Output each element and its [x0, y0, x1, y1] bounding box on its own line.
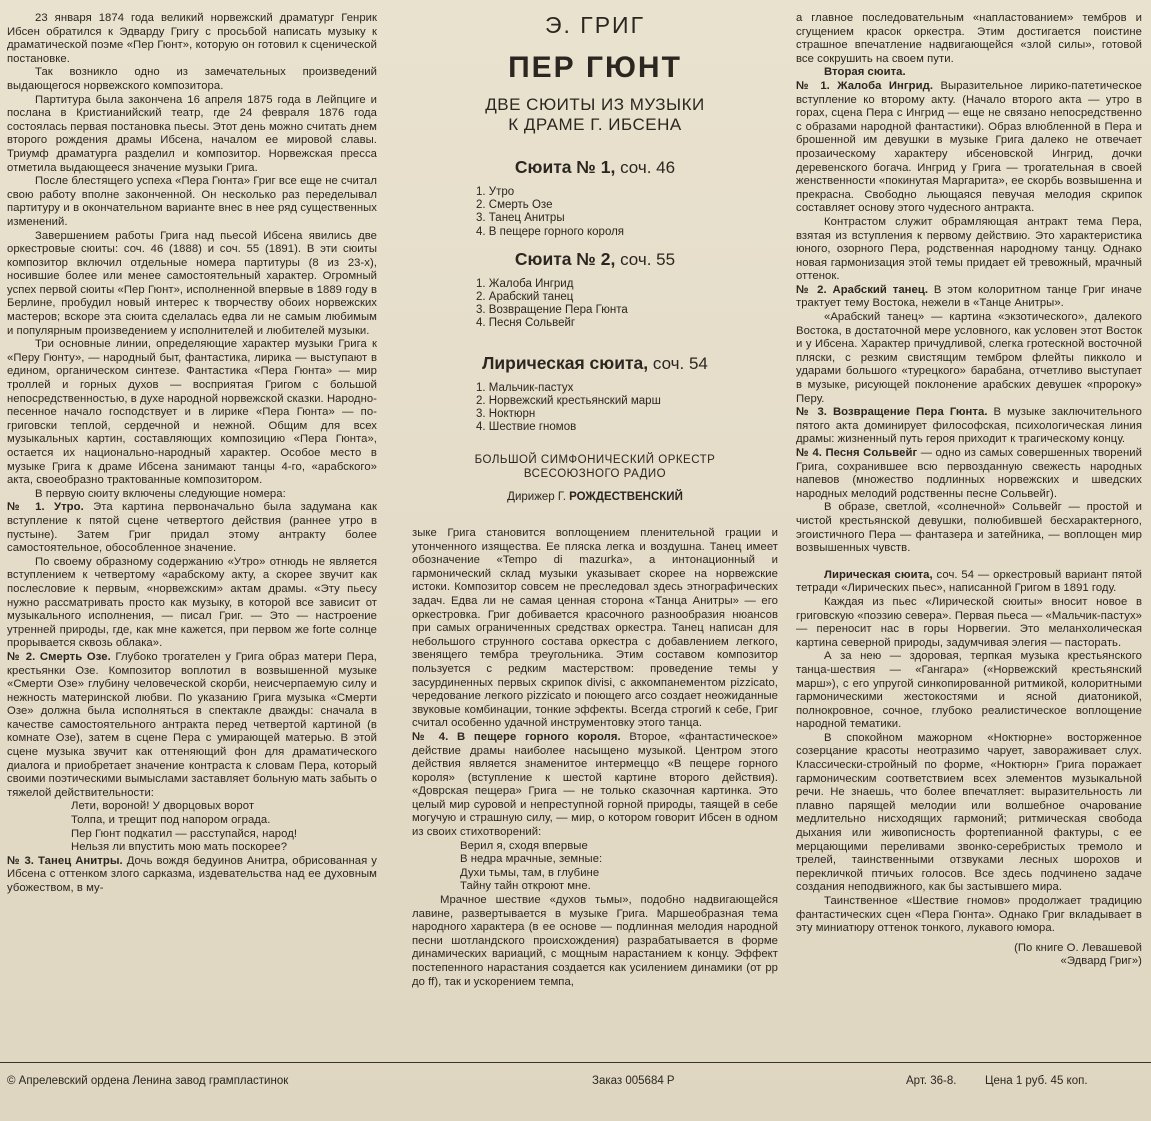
section-text: Второе, «фантастическое» действие драмы наиболее насыщено музыкой. Центром этого действия является знаменитое интермеццо «В пещере горного короля» (вступление к шестой картине второго действия). «Доврская пещера» Грига — не только сказочная картинка. Это целый мир суровой и непреступной горной природы, таящей в себе могучую и страшную силу, — мир, о котором говорит Ибсен в одном из своих стихотворений: [412, 730, 778, 839]
verse-line: Тайну тайн откроют мне. [460, 880, 591, 893]
paragraph: Три основные линии, определяющие характер музыки Грига к «Перу Гюнту», — народный быт, фантастика, лирика — выступают в едином, органическом синтезе. Фантастика «Пера Гюнта» — мир троллей и горных духов — восприятая Григом с большой непосредственностью, в духе народной норвежской сказки. Народно-песенное начало господствует и в лирике «Пера Гюнта» — по-григовски теплой, сердечной и нежной. Общим для всех музыкальных картин, составляющих композицию «Пера Гюнта», остается их национально-народный характер. Особое место в музыке Грига к драме Ибсена занимают танцы 4-го, «арабского» акта, своеобразно трактованные композитором. [7, 338, 377, 487]
section-label: № 3. Танец Анитры. [7, 854, 123, 867]
subtitle-line: К ДРАМЕ Г. ИБСЕНА [508, 115, 682, 134]
section-text: В музыке заключительного пятого акта доминирует философская, психологическая линия драмы: жизненный путь героя приходит к трагическому концу. [796, 406, 1142, 446]
track-item: 4. В пещере горного короля [476, 225, 625, 238]
text-column-2 [412, 527, 778, 989]
subtitle-line: ДВЕ СЮИТЫ ИЗ МУЗЫКИ [485, 95, 705, 114]
orchestra-line: ВСЕСОЮЗНОГО РАДИО [523, 467, 667, 480]
paragraph: Мрачное шествие «духов тьмы», подобно надвигающейся лавине, развертывается в музыке Грига. Маршеобразная тема народного характера (в ее основе — подлинная мелодия народной песни шотландского происхождения) разрабатывается в форме динамических вариаций, с мощным нарастанием к концу. Эффект постепенного нарастания создается как усилением динамики (от pp до ff), так и ускорением темпа, [412, 894, 778, 988]
track-item: 2. Арабский танец [476, 291, 574, 304]
source-note: (По книге О. Левашевой [1014, 941, 1142, 954]
verse-line: Духи тьмы, там, в глубине [460, 866, 600, 879]
verse-line: Пер Гюнт подкатил — расступайся, народ! [71, 827, 298, 840]
section-text: Дочь вождя бедуинов Анитра, обрисованная у Ибсена с оттенком злого сарказма, издевательства над ее духовным убожеством, в му- [7, 854, 377, 894]
section-label: № 1. Жалоба Ингрид. [796, 79, 934, 92]
section-morning [7, 501, 377, 555]
paragraph: В спокойном мажорном «Ноктюрне» восторженное созерцание красоты неотразимо чарует, завораживает слух. Классически-стройный по форме, «Ноктюрн» Грига поражает гармоническим соответствием всех элементов музыкальной речи. Не знаешь, что более впечатляет: выразительность ли плавно парящей мелодии или волшебное очарование медлительно нисходящих гармоний; ритмическая свобода дыхания или живописность фортепианной фактуры, с ее мерцающими переливами звонко-серебристых тремоло и трелей, таинственными отзвуками лесных шорохов и перекличкой птичьих голосов. Все здесь подчинено задаче создания неподвижного, как бы застывшего мира. [796, 731, 1142, 894]
paragraph: Партитура была закончена 16 апреля 1875 года в Лейпциге и послана в Кристианийский театр, где 24 февраля 1876 года состоялась первая постановка пьесы. Этот день можно считать днем второго рождения драмы Ибсена, началом ее мировой славы. Триумф драматурга разделил и композитор. Норвежская пресса отметила выдающееся значение музыки Грига. [7, 93, 377, 174]
section-text: Глубоко трогателен у Грига образ матери Пера, крестьянки Озе. Композитор воплотил в возвышенной музыке «Смерти Озе» глубину человеческой скорби, неисчерпаемую силу и нежность материнской любви. По указанию Грига музыка «Смерти Озе» должна была исполняться в спектакле дважды: сначала в качестве самостоятельного антракта перед четвертой картиной (в комнате Озе), затем в сцене Пера с умирающей матерью. В этой сцене музыка звучит как оттеняющий фон для драматического диалога и приобретает значение контраста к словам Пера, который своими поэтическими вымыслами заставляет больную мать забыть о тяжелой действительности: [7, 650, 377, 799]
source-note: «Эдвард Григ») [1060, 955, 1142, 968]
suite-opus: соч. 55 [615, 249, 676, 269]
paragraph: Так возникло одно из замечательных произведений выдающегося норвежского композитора. [7, 66, 377, 92]
orchestra [412, 454, 778, 481]
track-item: 4. Шествие гномов [476, 421, 577, 434]
publisher: © Апрелевский ордена Ленина завод грампластинок [7, 1075, 289, 1087]
section-solveig [796, 447, 1142, 501]
paragraph: Завершением работы Грига над пьесой Ибсена явились две оркестровые сюиты: соч. 46 (1888) и соч. 55 (1891). В эти сюиты композитор включил отдельные номера партитуры (8 из 23-х), носившие более или менее самостоятельный характер. Огромный успех первой сюиты «Пер Гюнт», исполненной впервые в 1889 году в Берлине, пробудил новый интерес к творчеству обоих норвежских мастеров; вскоре эта сюита сделалась едва ли не самым любимым и популярным произведением у исполнителей и любителей музыки. [7, 229, 377, 337]
paragraph: зыке Грига становится воплощением пленительной грации и утонченного изящества. Ее пляска легка и воздушна. Танец имеет обозначение «Tempo di mazurka», а интонационный и гармонический склад музыки указывает скорее на норвежские истоки. Композитор совсем не преследовал здесь этнографических задач. Едва ли не самая ценная сторона «Танца Анитры» — его оркестровка. Григ добивается красочного разнообразия нюансов при самых ограниченных средствах оркестра. Танец написан для небольшого струнного состава оркестра с добавлением легкого, звенящего тембра треугольника. Этим составом композитор пользуется с редким мастерством: проведение темы у засурдиненных первых скрипок divisi, с аккомпанементом pizzicato, чередование легкого pizzicato и поющего arco создает неожиданные звуковые комбинации, тонкие эффекты. Всегда строгий к себе, Григ считал особенно удачной инструментовку этого танца. [412, 527, 778, 730]
paragraph: В образе, светлой, «солнечной» Сольвейг — простой и чистой крестьянской девушки, полюбившей бесхарактерного, эгоистичного Пера — фантазера и затейника, — воплощен мир возвышенных чувств. [796, 501, 1142, 555]
subheading [796, 66, 1142, 80]
section-lyric-suite [796, 569, 1142, 596]
paragraph: 23 января 1874 года великий норвежский драматург Генрик Ибсен обратился к Эдварду Григу с просьбой написать музыку к драматической поэме «Пер Гюнт», которую он готовил к сценической постановке. [7, 12, 377, 65]
track-item: 2. Смерть Озе [476, 199, 553, 212]
track-item: 3. Танец Анитры [476, 212, 565, 225]
section-label: № 2. Смерть Озе. [7, 650, 111, 663]
text-column-3 [796, 12, 1142, 969]
conductor-name: РОЖДЕСТВЕНСКИЙ [569, 491, 683, 504]
verse-line: Толпа, и трещит под напором ограда. [71, 814, 271, 827]
paragraph: Каждая из пьес «Лирической сюиты» вносит новое в григовскую «поэзию севера». Первая пьеса — «Мальчик-пастух» — переносит нас в горы Норвегии. Это меланхолическая картина северной природы, задумчивая элегия — пасторать. [796, 595, 1142, 649]
verse-line: Лети, вороной! У дворцовых ворот [71, 800, 255, 813]
track-item: 1. Жалоба Ингрид [476, 277, 574, 290]
spacer [796, 556, 1142, 569]
paragraph: После блестящего успеха «Пера Гюнта» Григ все еще не считал свою работу вполне законченной. Он несколько раз переделывал партитуру и в окончательном варианте внес в нее ряд существенных изменений. [7, 175, 377, 228]
verse-line: Верил я, сходя впервые [460, 839, 588, 852]
section-text: — одно из самых совершенных творений Грига, сохранившее всю первозданную свежесть народных напевов (множество подлинных норвежских и шведских народных мелодий родственны песне Сольвейг). [796, 447, 1142, 500]
order-number: Заказ 005684 Р [592, 1075, 675, 1087]
section-label: № 4. Песня Сольвейг [796, 447, 918, 459]
orchestra-line: БОЛЬШОЙ СИМФОНИЧЕСКИЙ ОРКЕСТР [474, 454, 716, 467]
suite-heading [412, 157, 778, 178]
conductor-label: Дирижер Г. [507, 491, 570, 504]
track-listing [412, 10, 778, 503]
album-subtitle [412, 95, 778, 135]
conductor [412, 491, 778, 503]
track-item: 2. Норвежский крестьянский марш [476, 394, 661, 407]
verse-line: Нельзя ли впустить мою мать поскорее? [71, 841, 288, 854]
album-title: ПЕР ГЮНТ [508, 51, 682, 84]
text-column-1 [7, 12, 377, 896]
article-number: Арт. 36-8. [906, 1075, 957, 1087]
section-label: № 2. Арабский танец. [796, 283, 929, 296]
track-item: 1. Мальчик-пастух [476, 381, 574, 394]
paragraph: а главное последовательным «напластованием» тембров и сгущением красок оркестра. Этим достигается поистине страшное впечатление надвигающейся «злой силы», готовой все сокрушить на своем пути. [796, 12, 1142, 65]
paragraph: Контрастом служит обрамляющая антракт тема Пера, взятая из вступления к первому действию. Это характеристика юного, озорного Пера, родственная народному танцу. Однако новая гармонизация этой темы придает ей тревожный, мрачный оттенок. [796, 215, 1142, 283]
section-ingrid [796, 80, 1142, 216]
section-label: № 3. Возвращение Пера Гюнта. [796, 406, 988, 419]
paragraph: Таинственное «Шествие гномов» продолжает традицию фантастических сцен «Пера Гюнта». Однако Григ вкладывает в эту миниатюру оттенок тонкого, лукавого юмора. [796, 895, 1142, 935]
section-label: № 4. В пещере горного короля. [412, 730, 621, 743]
suite-name: Сюита № 1, [514, 157, 616, 177]
section-text: Эта картина первоначально была задумана как вступление к пятой сцене четвертого действия (раннее утро в пустыне). Затем Григ придал этому антракту более самостоятельное, обособленное значение. [7, 501, 377, 555]
suite-heading [412, 249, 778, 270]
paragraph: А за нею — здоровая, терпкая музыка крестьянского танца-шествия — «Гангара» («Норвежский крестьянский марш»), с его упругой синкопированной ритмикой, колоритными гармоническими жестокостями и ясной диатоникой, полнокровное, сочное, глубоко реалистическое воплощение народной тематики. [796, 650, 1142, 731]
suite-opus: соч. 46 [615, 158, 676, 177]
paragraph: В первую сюиту включены следующие номера: [35, 487, 286, 500]
section-return [796, 406, 1142, 447]
suite-opus: соч. 54 [648, 353, 708, 373]
track-item: 3. Возвращение Пера Гюнта [476, 304, 628, 317]
track-item: 3. Ноктюрн [476, 408, 536, 421]
section-text: Выразительное лирико-патетическое вступление ко второму акту. (Начало второго акта — утро в горах, сцена Пера с Ингрид — еще не связано непосредственно с образами народной фантастики). Образ влюбленной в Пера и брошенной им девушки в музыке Грига далеко не отвечает прозаическому характеру ибсеновской Ингрид, дочки деревенского богача. Ингрид у Грига — трогательная в своей женственности «покинутая Маргарита», ее скорбь возвышенна и прекрасна. Свободно льющаяся певучая мелодия скрипок составляет основу этого чудесного антракта. [796, 79, 1142, 215]
second-suite-heading: Вторая сюита. [824, 66, 906, 79]
track-item: 1. Утро [476, 186, 515, 198]
composer-name: Э. ГРИГ [544, 12, 646, 38]
section-text: соч. 54 — оркестровый вариант пятой тетради «Лирических пьес», написанной Григом в 1891 году. [796, 568, 1142, 595]
footer [0, 1062, 1151, 1087]
paragraph: «Арабский танец» — картина «экзотического», далекого Востока, в достаточной мере условного, как условен этот Восток и у Ибсена. Характер причудливой, слегка гротескной восточной пляски, с резким свистящим тембром флейты пикколо и ударами большого «турецкого» барабана, отчетливо выступает в музыке, рисующей поклонение арабских девушек «пророку» Перу. [796, 311, 1142, 405]
price: Цена 1 руб. 45 коп. [985, 1075, 1088, 1087]
section-anitra-dance [7, 855, 377, 896]
track-list [476, 278, 778, 331]
section-text: В этом колоритном танце Григ иначе трактует тему Востока, нежели в «Танце Анитры». [796, 283, 1142, 310]
section-mountain-king [412, 731, 778, 840]
track-list [476, 382, 778, 435]
suite-heading [412, 353, 778, 374]
section-label: Лирическая сюита, [824, 568, 933, 581]
section-label: № 1. Утро. [7, 501, 84, 514]
paragraph: По своему образному содержанию «Утро» отнюдь не является вступлением к четвертому «арабскому акту, а скорее звучит как послесловие к первым, «норвежским» актам драмы. «Эту пьесу нужно рассматривать просто как музыку, в которой все зависит от музыкального исполнения, — писал Григ. — Это — настроение утренней природы, где, как мне кажется, при первом же forte солнце прорывается сквозь облака». [7, 555, 377, 650]
suite-name: Сюита № 2, [514, 248, 616, 269]
suite-name: Лирическая сюита, [482, 352, 649, 373]
verse-line: В недра мрачные, земные: [460, 853, 603, 866]
track-item: 4. Песня Сольвейг [476, 317, 576, 330]
section-ase-death [7, 651, 377, 801]
section-arabian-dance [796, 284, 1142, 311]
track-list [476, 186, 778, 239]
